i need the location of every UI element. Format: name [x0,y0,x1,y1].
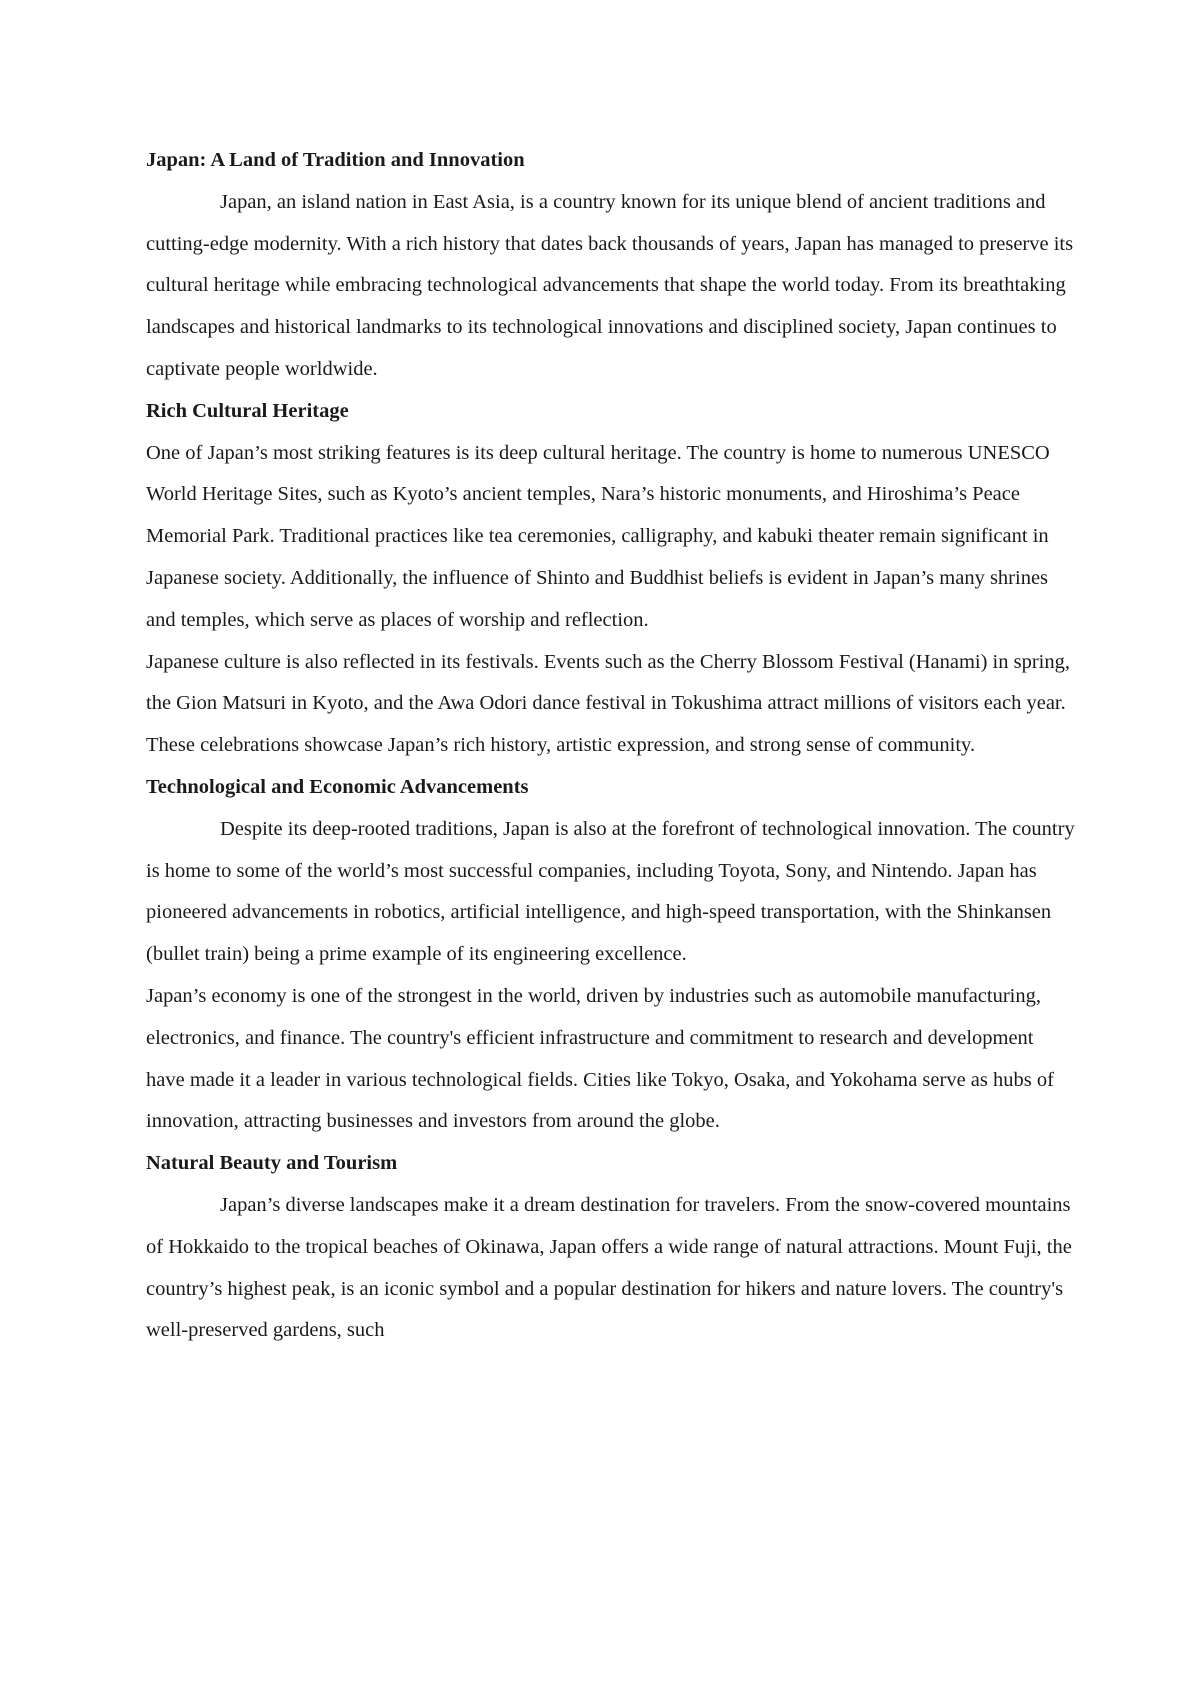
section-heading-cultural-heritage: Rich Cultural Heritage [146,399,349,422]
cultural-heritage-paragraph-1: One of Japan’s most striking features is its deep cultural heritage. The country is home to numerous UNESCO World Heritage Sites, such as Kyoto’s ancient temples, Nara’s historic monuments, and Hiroshima’s Peace Memorial Park. Traditional practices like tea ceremonies, calligraphy, and kabuki theater remain significant in Japanese society. Additionally, the influence of Shinto and Buddhist beliefs is evident in Japan’s many shrines and temples, which serve as places of worship and reflection. [146,441,1050,631]
technology-paragraph-2: Japan’s economy is one of the strongest in the world, driven by industries such as automobile manufacturing, electronics, and finance. The country's efficient infrastructure and commitment to research and development have made it a leader in various technological fields. Cities like Tokyo, Osaka, and Yokohama serve as hubs of innovation, attracting businesses and investors from around the globe. [146,984,1054,1133]
document-page [146,140,1076,1352]
intro-paragraph: Japan, an island nation in East Asia, is a country known for its unique blend of ancient traditions and cutting-edge modernity. With a rich history that dates back thousands of years, Japan has managed to preserve its cultural heritage while embracing technological advancements that shape the world today. From its breathtaking landscapes and historical landmarks to its technological innovations and disciplined society, Japan continues to captivate people worldwide. [146,190,1074,380]
document-title: Japan: A Land of Tradition and Innovation [146,149,525,171]
cultural-heritage-paragraph-2: Japanese culture is also reflected in its festivals. Events such as the Cherry Blossom Festival (Hanami) in spring, the Gion Matsuri in Kyoto, and the Awa Odori dance festival in Tokushima attract millions of visitors each year. These celebrations showcase Japan’s rich history, artistic expression, and strong sense of community. [146,650,1071,757]
section-heading-natural-beauty: Natural Beauty and Tourism [146,1152,398,1175]
natural-beauty-paragraph-1: Japan’s diverse landscapes make it a dream destination for travelers. From the snow-covered mountains of Hokkaido to the tropical beaches of Okinawa, Japan offers a wide range of natural attractions. Mount Fuji, the country’s highest peak, is an iconic symbol and a popular destination for hikers and nature lovers. The country's well-preserved gardens, such [146,1193,1072,1342]
technology-paragraph-1: Despite its deep-rooted traditions, Japan is also at the forefront of technological innovation. The country is home to some of the world’s most successful companies, including Toyota, Sony, and Nintendo. Japan has pioneered advancements in robotics, artificial intelligence, and high-speed transportation, with the Shinkansen (bullet train) being a prime example of its engineering excellence. [146,817,1075,966]
section-heading-technological-advancements: Technological and Economic Advancements [146,775,529,798]
